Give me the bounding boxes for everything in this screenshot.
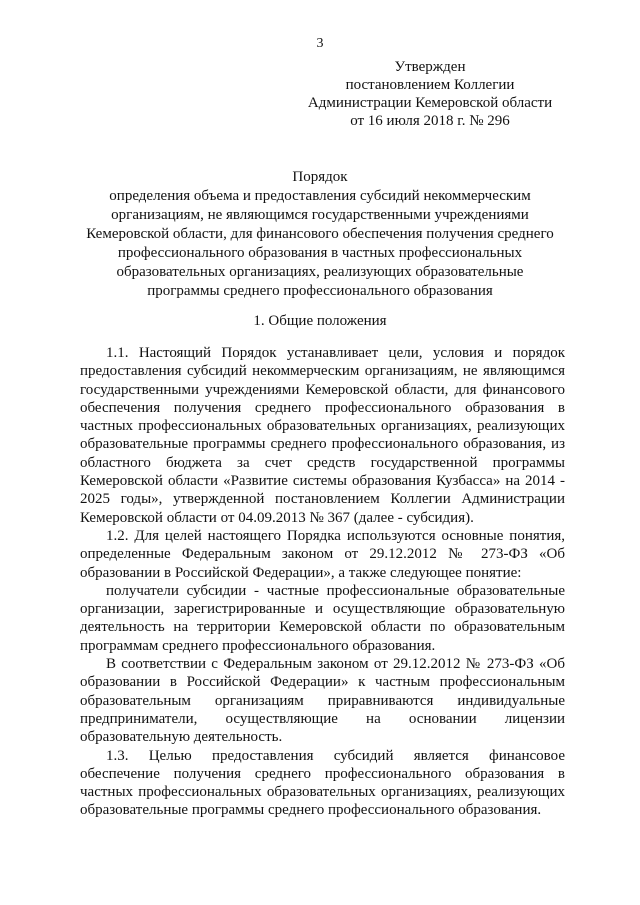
title-line: образовательных организациях, реализующих образовательные <box>116 264 524 280</box>
page-number: 3 <box>316 36 324 51</box>
paragraph: получатели субсидии - частные профессиональные образовательные организации, зарегистрированные и осуществляющие образовательную деятельность на территории Кемеровской области по образовательным программам среднего профессионального образования. <box>80 582 565 654</box>
document-title <box>40 168 600 301</box>
approval-line: от 16 июля 2018 г. № 296 <box>350 113 510 129</box>
section-heading: 1. Общие положения <box>253 313 387 329</box>
paragraph: 1.1. Настоящий Порядок устанавливает цели, условия и порядок предоставления субсидий некоммерческим организациям, не являющимся государственными учреждениями Кемеровской области, для финансового обеспечения получения среднего профессионального образования в частных профессиональных образовательных организациях, реализующих образовательные программы среднего профессионального образования, из областного бюджета за счет средств государственной программы Кемеровской области «Развитие системы образования Кузбасса» на 2014 - 2025 годы», утвержденной постановлением Коллегии Администрации Кемеровской области от 04.09.2013 № 367 (далее - субсидия). <box>80 345 565 526</box>
approval-line: постановлением Коллегии <box>345 77 515 93</box>
approval-line: Утвержден <box>394 59 466 75</box>
title-line: Порядок <box>292 169 348 185</box>
title-line: определения объема и предоставления субсидий некоммерческим <box>109 188 531 204</box>
approval-stamp <box>300 58 560 130</box>
document-body <box>80 344 565 820</box>
title-line: Кемеровской области, для финансового обеспечения получения среднего <box>86 226 554 242</box>
paragraph: В соответствии с Федеральным законом от 29.12.2012 № 273-ФЗ «Об образовании в Российской Федерации» к частным профессиональным образовательным организациям приравниваются индивидуальные предприниматели, осуществляющие на основании лицензии образовательную деятельность. <box>80 656 565 746</box>
title-line: программы среднего профессионального образования <box>147 283 493 299</box>
approval-line: Администрации Кемеровской области <box>307 95 553 111</box>
paragraph: 1.3. Целью предоставления субсидий является финансовое обеспечение получения среднего профессионального образования в частных профессиональных образовательных организациях, реализующих образовательные программы среднего профессионального образования. <box>80 747 565 819</box>
title-line: профессионального образования в частных профессиональных <box>117 245 523 261</box>
title-line: организациям, не являющимся государственными учреждениями <box>111 207 529 223</box>
paragraph: 1.2. Для целей настоящего Порядка используются основные понятия, определенные Федеральным законом от 29.12.2012 № 273-ФЗ «Об образовании в Российской Федерации», а также следующее понятие: <box>80 527 565 581</box>
